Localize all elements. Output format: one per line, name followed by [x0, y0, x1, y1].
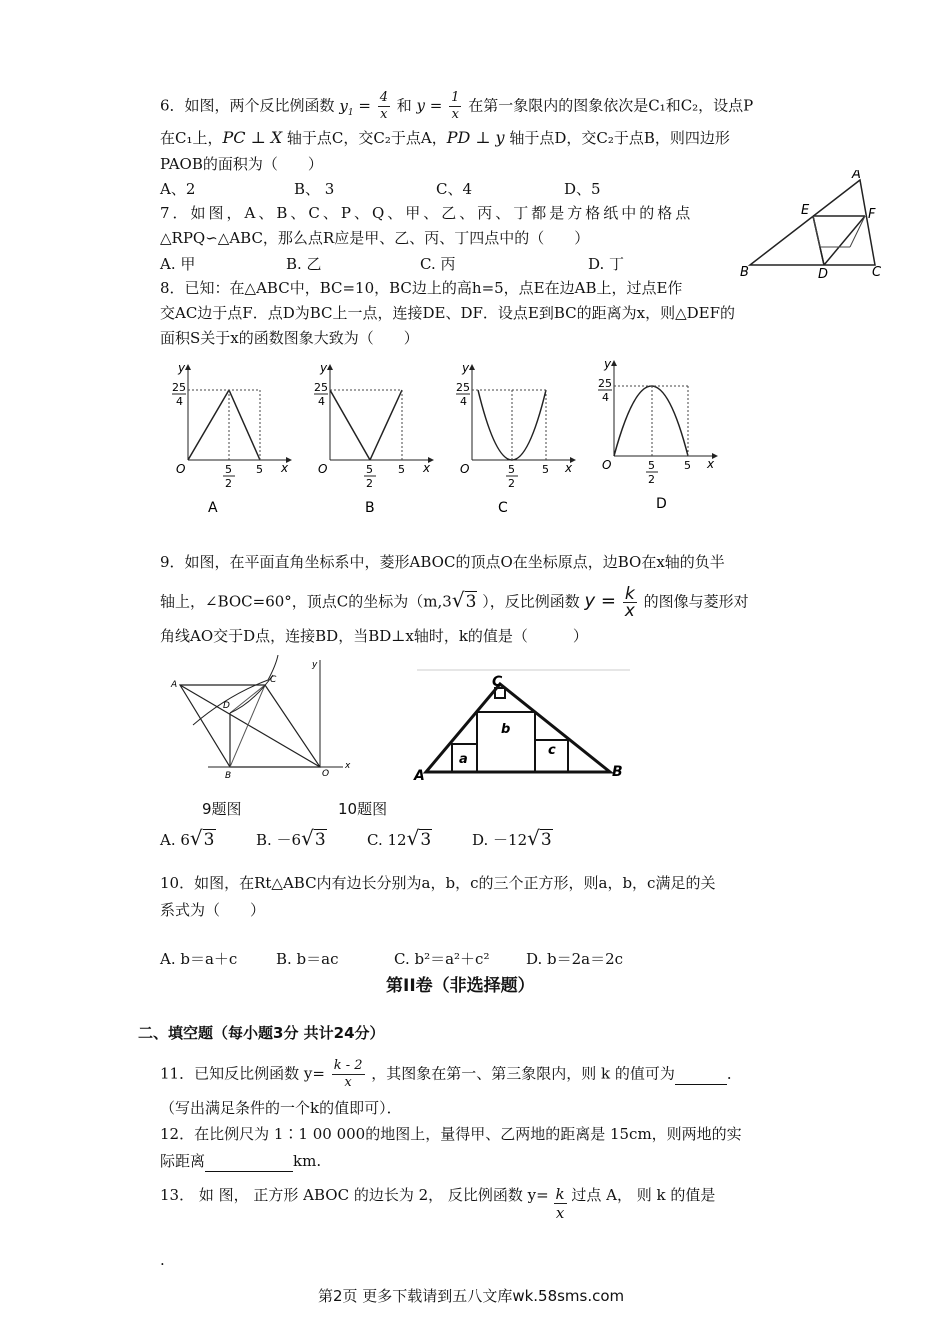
- graph-b-y: y: [320, 361, 328, 375]
- q9-option-a: A. 6√3: [160, 826, 215, 850]
- q6-line2: 在C₁上，PC ⊥ X 轴于点C，交C₂于点A，PD ⊥ y 轴于点D，交C₂于点B，则四边形: [160, 128, 730, 147]
- graph-d: [594, 356, 724, 516]
- page-footer: 第2页 更多下载请到五八文库wk.58sms.com: [318, 1287, 625, 1305]
- graph-b-xtick-d: 2: [366, 477, 373, 490]
- q12-line2: 际距离 km.: [160, 1152, 322, 1170]
- y1-symbol: $y_1$: [339, 96, 354, 118]
- q6-line3: PAOB的面积为（ ）: [160, 155, 323, 173]
- q11-line1: 11．已知反比例函数 y= $\frac{k - 2}{x}$ ，其图象在第一、第三象限内，则 k 的值可为 ．: [160, 1058, 742, 1090]
- q6-option-c: C、4: [436, 180, 473, 198]
- fig10-label-sb: b: [501, 722, 511, 737]
- q9-option-c: C. 12√3: [367, 826, 432, 850]
- fig9-label-c: C: [270, 675, 277, 685]
- q10-line1: 10．如图，在Rt△ABC内有边长分别为a，b，c的三个正方形，则a，b，c满足的关: [160, 874, 716, 892]
- graph-a: [168, 360, 298, 520]
- graph-a-xtick-d: 2: [225, 477, 232, 490]
- fig7-label-c: C: [872, 265, 882, 280]
- graph-c-x: x: [565, 461, 573, 475]
- q9-option-b: B. －6√3: [256, 826, 326, 850]
- graph-b-label: B: [365, 500, 375, 516]
- graph-d-xmax: 5: [684, 459, 691, 472]
- q8-line3: 面积S关于x的函数图象大致为（ ）: [160, 329, 419, 347]
- graph-c-y: y: [462, 361, 470, 375]
- q9-option-d: D. －12√3: [472, 826, 552, 850]
- fig7-label-a: A: [852, 170, 861, 182]
- q11-answer-blank[interactable]: [675, 1064, 727, 1085]
- q12-line1: 12．在比例尺为 1∶1 00 000的地图上，量得甲、乙两地的距离是 15cm，则两地的实: [160, 1125, 742, 1143]
- fig9-label-y: y: [312, 660, 318, 670]
- graph-a-o: O: [176, 462, 186, 476]
- fig9-label-x: x: [345, 761, 351, 771]
- q11-line2: （写出满足条件的一个k的值即可）．: [160, 1099, 402, 1117]
- q13-line2: .: [160, 1251, 165, 1269]
- q8-line2: 交AC边于点F．点D为BC上一点，连接DE、DF．设点E到BC的距离为x，则△DEF的: [160, 304, 736, 322]
- fig10-label-sc: c: [548, 743, 556, 758]
- q9-line3: 角线AO交于D点，连接BD，当BD⊥x轴时，k的值是（ ）: [160, 627, 588, 645]
- triangle-def-figure: [725, 170, 900, 285]
- graph-d-ytick-n: 25: [598, 377, 612, 390]
- fraction-k-over-x-13: $\frac{k}{x}$: [555, 1185, 565, 1222]
- q10-option-b: B. b＝ac: [276, 950, 339, 968]
- graph-d-xtick-d: 2: [648, 473, 655, 486]
- graph-a-xmax: 5: [256, 463, 263, 476]
- graph-b-xmax: 5: [398, 463, 405, 476]
- q6-option-a: A、2: [160, 180, 196, 198]
- graph-c-o: O: [460, 462, 470, 476]
- q13-line1: 13． 如 图， 正方形 ABOC 的边长为 2， 反比例函数 y= $\frac{k}{x}$ 过点 A， 则 k 的值是: [160, 1185, 716, 1222]
- fig9-label-d: D: [223, 701, 230, 711]
- fig7-label-e: E: [801, 203, 810, 218]
- q7-option-d: D. 丁: [588, 255, 625, 273]
- fig9-label-a: A: [171, 680, 178, 690]
- fraction-k-minus-2-over-x: $\frac{k - 2}{x}$: [333, 1058, 363, 1090]
- fig7-label-b: B: [740, 265, 749, 280]
- fraction-4-over-x: $\frac{4}{x}$: [379, 90, 388, 122]
- fill-blank-heading: 二、填空题（每小题3分 共计24分）: [138, 1024, 385, 1042]
- graph-a-y: y: [178, 361, 186, 375]
- graph-a-label: A: [208, 500, 218, 516]
- graph-d-y: y: [604, 357, 612, 371]
- graph-b-x: x: [423, 461, 431, 475]
- fraction-1-over-x: $\frac{1}{x}$: [451, 90, 460, 122]
- q6-line1: 6．如图，两个反比例函数 $y_1$ = $\frac{4}{x}$ 和 y = $\frac{1}{x}$ 在第一象限内的图象依次是C₁和C₂，设点P: [160, 90, 754, 122]
- graph-d-label: D: [656, 496, 667, 512]
- graph-b-o: O: [318, 462, 328, 476]
- rhombus-figure: [168, 655, 353, 785]
- graph-b-ytick-n: 25: [314, 381, 328, 394]
- graph-a-ytick-n: 25: [172, 381, 186, 394]
- q8-line1: 8．已知：在△ABC中，BC=10，BC边上的高h=5，点E在边AB上，过点E作: [160, 279, 683, 297]
- fig7-label-d: D: [818, 267, 829, 282]
- fig9-label-o: O: [322, 769, 330, 779]
- q10-option-d: D. b＝2a＝2c: [526, 950, 624, 968]
- graph-d-ytick-d: 4: [602, 391, 609, 404]
- fig10-label-a: A: [414, 768, 425, 783]
- section-2-title: 第II卷（非选择题）: [386, 976, 535, 996]
- q12-answer-blank[interactable]: [205, 1151, 293, 1172]
- graph-a-ytick-d: 4: [176, 395, 183, 408]
- graph-c-ytick-n: 25: [456, 381, 470, 394]
- graph-a-x: x: [281, 461, 289, 475]
- graph-d-xtick-n: 5: [648, 459, 655, 472]
- squares-in-triangle-figure: [412, 668, 632, 783]
- graph-b-xtick-n: 5: [366, 463, 373, 476]
- graph-c-label: C: [498, 500, 508, 516]
- q7-option-b: B. 乙: [286, 255, 322, 273]
- caption-fig9: 9题图: [202, 800, 242, 818]
- q6-option-b: B、 3: [294, 180, 335, 198]
- fig9-label-b: B: [225, 771, 232, 781]
- q7-line2: △RPQ∽△ABC，那么点R应是甲、乙、丙、丁四点中的（ ）: [160, 229, 590, 247]
- q9-line2: 轴上，∠BOC=60°，顶点C的坐标为（m,3√3 ），反比例函数 y = $\frac{k}{x}$ 的图像与菱形对: [160, 584, 749, 621]
- fig7-label-f: F: [868, 207, 876, 222]
- graph-b-ytick-d: 4: [318, 395, 325, 408]
- q10-option-a: A. b＝a＋c: [160, 950, 238, 968]
- q10-line2: 系式为（ ）: [160, 901, 266, 919]
- graph-d-x: x: [707, 457, 715, 471]
- q6-option-d: D、5: [564, 180, 601, 198]
- q7-option-a: A. 甲: [160, 255, 196, 273]
- graph-c-xtick-d: 2: [508, 477, 515, 490]
- sqrt-icon: √3: [451, 587, 477, 612]
- graph-c-xtick-n: 5: [508, 463, 515, 476]
- q9-line1: 9．如图，在平面直角坐标系中，菱形ABOC的顶点O在坐标原点，边BO在x轴的负半: [160, 553, 725, 571]
- fig10-label-b: B: [612, 764, 623, 780]
- q7-option-c: C. 丙: [420, 255, 456, 273]
- graph-b: [310, 360, 440, 520]
- graph-c: [452, 360, 582, 520]
- graph-c-ytick-d: 4: [460, 395, 467, 408]
- fraction-k-over-x: $\frac{k}{x}$: [624, 584, 635, 621]
- graph-c-xmax: 5: [542, 463, 549, 476]
- q10-option-c: C. b²＝a²＋c²: [394, 950, 490, 968]
- graph-d-o: O: [602, 458, 612, 472]
- caption-fig10: 10题图: [338, 800, 388, 818]
- fig10-label-sa: a: [459, 752, 468, 767]
- fig10-label-c: C: [492, 674, 503, 690]
- q7-line1: 7．如图，A、B、C、P、Q、甲、乙、丙、丁都是方格纸中的格点: [160, 204, 694, 222]
- graph-a-xtick-n: 5: [225, 463, 232, 476]
